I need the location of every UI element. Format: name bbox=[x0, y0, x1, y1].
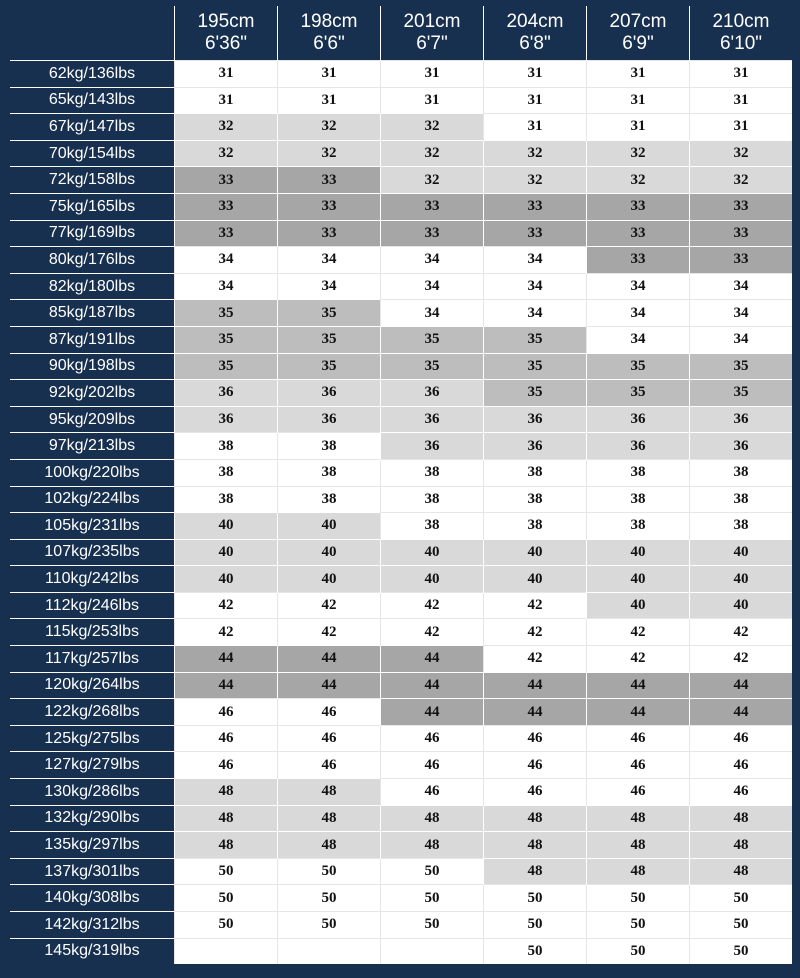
column-header-height bbox=[587, 6, 690, 61]
table-row bbox=[10, 513, 792, 540]
weight-label: 130kg/286lbs bbox=[10, 779, 175, 806]
corner-cell bbox=[10, 6, 175, 61]
header-row bbox=[10, 6, 792, 61]
size-cell: 38 bbox=[587, 486, 690, 513]
table-row bbox=[10, 725, 792, 752]
size-cell: 46 bbox=[690, 752, 793, 779]
size-cell: 42 bbox=[484, 619, 587, 646]
size-cell: 50 bbox=[690, 912, 793, 939]
column-header-height bbox=[278, 6, 381, 61]
height-ft-label: 6'10" bbox=[719, 33, 763, 54]
size-cell: 42 bbox=[175, 592, 278, 619]
size-cell: 42 bbox=[278, 592, 381, 619]
size-cell: 48 bbox=[175, 779, 278, 806]
size-cell: 32 bbox=[587, 140, 690, 167]
size-cell: 35 bbox=[175, 326, 278, 353]
size-cell: 40 bbox=[484, 566, 587, 593]
size-cell: 50 bbox=[278, 912, 381, 939]
size-cell: 32 bbox=[381, 114, 484, 141]
size-cell: 34 bbox=[484, 300, 587, 327]
size-cell: 50 bbox=[587, 885, 690, 912]
table-body bbox=[10, 61, 792, 965]
height-cm-label: 207cm bbox=[609, 11, 667, 32]
size-cell: 44 bbox=[278, 672, 381, 699]
size-cell: 31 bbox=[587, 87, 690, 114]
size-cell: 38 bbox=[690, 459, 793, 486]
table-row bbox=[10, 619, 792, 646]
size-cell: 48 bbox=[381, 805, 484, 832]
size-cell: 32 bbox=[690, 140, 793, 167]
table-row bbox=[10, 699, 792, 726]
size-cell: 38 bbox=[484, 459, 587, 486]
size-cell: 31 bbox=[587, 114, 690, 141]
size-cell: 48 bbox=[484, 858, 587, 885]
size-cell: 38 bbox=[175, 433, 278, 460]
weight-label: 85kg/187lbs bbox=[10, 300, 175, 327]
size-cell: 50 bbox=[484, 938, 587, 964]
size-cell: 42 bbox=[690, 619, 793, 646]
weight-label: 132kg/290lbs bbox=[10, 805, 175, 832]
size-cell: 32 bbox=[587, 167, 690, 194]
size-cell: 40 bbox=[175, 566, 278, 593]
size-cell: 32 bbox=[381, 167, 484, 194]
table-row bbox=[10, 486, 792, 513]
size-cell: 50 bbox=[175, 912, 278, 939]
size-cell: 40 bbox=[587, 539, 690, 566]
size-cell: 31 bbox=[175, 87, 278, 114]
weight-label: 112kg/246lbs bbox=[10, 592, 175, 619]
size-cell: 42 bbox=[587, 646, 690, 673]
size-cell: 34 bbox=[278, 247, 381, 274]
size-cell: 40 bbox=[690, 566, 793, 593]
size-cell: 40 bbox=[381, 539, 484, 566]
weight-label: 82kg/180lbs bbox=[10, 273, 175, 300]
size-cell: 34 bbox=[587, 273, 690, 300]
size-cell: 33 bbox=[175, 220, 278, 247]
size-cell: 44 bbox=[587, 699, 690, 726]
size-cell: 42 bbox=[587, 619, 690, 646]
size-cell: 46 bbox=[175, 752, 278, 779]
size-cell: 34 bbox=[690, 273, 793, 300]
size-cell: 48 bbox=[175, 832, 278, 859]
size-cell: 34 bbox=[587, 300, 690, 327]
weight-label: 72kg/158lbs bbox=[10, 167, 175, 194]
size-cell: 35 bbox=[587, 380, 690, 407]
weight-label: 77kg/169lbs bbox=[10, 220, 175, 247]
size-cell: 31 bbox=[278, 61, 381, 88]
size-cell: 40 bbox=[381, 566, 484, 593]
size-cell: 48 bbox=[278, 779, 381, 806]
size-cell: 46 bbox=[278, 725, 381, 752]
weight-label: 67kg/147lbs bbox=[10, 114, 175, 141]
size-cell: 40 bbox=[587, 592, 690, 619]
size-cell: 42 bbox=[381, 619, 484, 646]
size-cell: 34 bbox=[381, 300, 484, 327]
column-header-height bbox=[690, 6, 793, 61]
weight-label: 62kg/136lbs bbox=[10, 61, 175, 88]
size-cell: 50 bbox=[381, 885, 484, 912]
size-cell: 31 bbox=[690, 87, 793, 114]
size-cell: 34 bbox=[690, 300, 793, 327]
table-row bbox=[10, 87, 792, 114]
size-cell: 48 bbox=[484, 805, 587, 832]
size-cell: 42 bbox=[381, 592, 484, 619]
size-cell: 44 bbox=[381, 672, 484, 699]
table-row bbox=[10, 167, 792, 194]
size-cell: 38 bbox=[587, 513, 690, 540]
table-row bbox=[10, 592, 792, 619]
column-header-height bbox=[381, 6, 484, 61]
table-row bbox=[10, 566, 792, 593]
column-header-height bbox=[175, 6, 278, 61]
size-cell: 38 bbox=[484, 486, 587, 513]
size-cell: 33 bbox=[278, 167, 381, 194]
size-cell: 38 bbox=[278, 459, 381, 486]
table-row bbox=[10, 114, 792, 141]
size-cell: 33 bbox=[587, 220, 690, 247]
size-cell: 36 bbox=[278, 380, 381, 407]
size-cell: 34 bbox=[587, 326, 690, 353]
size-cell: 36 bbox=[381, 433, 484, 460]
size-cell: 35 bbox=[484, 326, 587, 353]
size-cell: 40 bbox=[278, 513, 381, 540]
size-cell: 31 bbox=[278, 87, 381, 114]
size-cell: 46 bbox=[278, 752, 381, 779]
size-cell: 48 bbox=[278, 832, 381, 859]
size-cell: 36 bbox=[175, 380, 278, 407]
weight-label: 127kg/279lbs bbox=[10, 752, 175, 779]
size-cell: 48 bbox=[690, 805, 793, 832]
size-cell: 42 bbox=[175, 619, 278, 646]
size-cell: 50 bbox=[381, 912, 484, 939]
size-cell: 40 bbox=[175, 513, 278, 540]
size-cell: 31 bbox=[484, 87, 587, 114]
weight-label: 110kg/242lbs bbox=[10, 566, 175, 593]
size-cell: 40 bbox=[278, 539, 381, 566]
weight-label: 117kg/257lbs bbox=[10, 646, 175, 673]
size-cell: 31 bbox=[381, 61, 484, 88]
table-row bbox=[10, 406, 792, 433]
weight-label: 135kg/297lbs bbox=[10, 832, 175, 859]
size-cell: 35 bbox=[587, 353, 690, 380]
size-cell: 48 bbox=[381, 832, 484, 859]
size-cell: 48 bbox=[587, 858, 690, 885]
size-cell: 32 bbox=[484, 167, 587, 194]
weight-label: 100kg/220lbs bbox=[10, 459, 175, 486]
size-cell: 32 bbox=[175, 114, 278, 141]
weight-label: 125kg/275lbs bbox=[10, 725, 175, 752]
size-cell: 33 bbox=[484, 193, 587, 220]
size-cell: 34 bbox=[175, 247, 278, 274]
size-cell: 40 bbox=[587, 566, 690, 593]
size-cell: 50 bbox=[484, 885, 587, 912]
size-cell: 34 bbox=[381, 273, 484, 300]
size-cell: 46 bbox=[690, 725, 793, 752]
size-cell: 44 bbox=[381, 646, 484, 673]
table-row bbox=[10, 885, 792, 912]
weight-label: 87kg/191lbs bbox=[10, 326, 175, 353]
size-cell: 36 bbox=[175, 406, 278, 433]
size-table bbox=[10, 6, 792, 964]
size-cell: 34 bbox=[484, 247, 587, 274]
size-cell: 50 bbox=[484, 912, 587, 939]
table-row bbox=[10, 858, 792, 885]
size-cell: 46 bbox=[175, 725, 278, 752]
table-row bbox=[10, 459, 792, 486]
column-header-height bbox=[484, 6, 587, 61]
size-cell: 50 bbox=[175, 885, 278, 912]
height-ft-label: 6'6" bbox=[313, 33, 345, 54]
size-cell: 36 bbox=[381, 380, 484, 407]
height-ft-label: 6'9" bbox=[622, 33, 654, 54]
size-cell: 31 bbox=[690, 114, 793, 141]
size-cell: 46 bbox=[381, 725, 484, 752]
table-row bbox=[10, 300, 792, 327]
height-cm-label: 201cm bbox=[403, 11, 461, 32]
table-row bbox=[10, 193, 792, 220]
weight-label: 122kg/268lbs bbox=[10, 699, 175, 726]
table-row bbox=[10, 61, 792, 88]
table-row bbox=[10, 672, 792, 699]
table-row bbox=[10, 832, 792, 859]
size-cell: 44 bbox=[484, 672, 587, 699]
size-cell: 44 bbox=[484, 699, 587, 726]
size-cell: 33 bbox=[381, 193, 484, 220]
weight-label: 95kg/209lbs bbox=[10, 406, 175, 433]
size-cell: 38 bbox=[278, 486, 381, 513]
size-cell: 32 bbox=[175, 140, 278, 167]
table-row bbox=[10, 752, 792, 779]
size-cell: 36 bbox=[484, 433, 587, 460]
size-cell: 32 bbox=[381, 140, 484, 167]
size-cell: 48 bbox=[690, 832, 793, 859]
weight-label: 75kg/165lbs bbox=[10, 193, 175, 220]
size-cell: 48 bbox=[484, 832, 587, 859]
size-cell: 46 bbox=[381, 779, 484, 806]
size-cell: 38 bbox=[175, 459, 278, 486]
size-cell bbox=[381, 938, 484, 964]
size-cell: 34 bbox=[381, 247, 484, 274]
weight-label: 102kg/224lbs bbox=[10, 486, 175, 513]
weight-label: 90kg/198lbs bbox=[10, 353, 175, 380]
weight-label: 137kg/301lbs bbox=[10, 858, 175, 885]
height-cm-label: 204cm bbox=[506, 11, 564, 32]
size-cell: 31 bbox=[484, 61, 587, 88]
size-cell: 46 bbox=[587, 779, 690, 806]
size-cell: 31 bbox=[587, 61, 690, 88]
size-cell: 35 bbox=[690, 353, 793, 380]
size-cell: 35 bbox=[175, 353, 278, 380]
weight-label: 142kg/312lbs bbox=[10, 912, 175, 939]
size-cell: 35 bbox=[278, 353, 381, 380]
size-cell: 38 bbox=[278, 433, 381, 460]
size-cell: 36 bbox=[587, 433, 690, 460]
size-cell: 33 bbox=[690, 193, 793, 220]
size-cell: 35 bbox=[278, 300, 381, 327]
weight-label: 97kg/213lbs bbox=[10, 433, 175, 460]
height-ft-label: 6'36" bbox=[204, 33, 248, 54]
size-cell: 35 bbox=[381, 326, 484, 353]
size-cell: 46 bbox=[587, 752, 690, 779]
size-cell: 44 bbox=[381, 699, 484, 726]
table-row bbox=[10, 353, 792, 380]
size-cell: 35 bbox=[175, 300, 278, 327]
size-cell: 46 bbox=[484, 752, 587, 779]
size-cell: 50 bbox=[690, 938, 793, 964]
size-cell: 35 bbox=[278, 326, 381, 353]
size-cell: 33 bbox=[175, 167, 278, 194]
weight-label: 115kg/253lbs bbox=[10, 619, 175, 646]
size-cell: 48 bbox=[278, 805, 381, 832]
size-cell: 42 bbox=[278, 619, 381, 646]
size-cell: 38 bbox=[484, 513, 587, 540]
size-cell: 44 bbox=[175, 646, 278, 673]
size-cell: 32 bbox=[278, 140, 381, 167]
table-row bbox=[10, 380, 792, 407]
size-cell: 46 bbox=[381, 752, 484, 779]
size-cell: 34 bbox=[484, 273, 587, 300]
size-cell: 50 bbox=[587, 912, 690, 939]
height-ft-label: 6'7" bbox=[416, 33, 448, 54]
size-cell: 38 bbox=[175, 486, 278, 513]
size-cell: 36 bbox=[484, 406, 587, 433]
height-cm-label: 195cm bbox=[197, 11, 255, 32]
size-cell: 35 bbox=[690, 380, 793, 407]
size-cell: 42 bbox=[484, 646, 587, 673]
size-cell: 48 bbox=[587, 805, 690, 832]
size-cell: 38 bbox=[381, 486, 484, 513]
size-cell: 31 bbox=[690, 61, 793, 88]
size-cell: 36 bbox=[690, 406, 793, 433]
table-row bbox=[10, 912, 792, 939]
size-cell: 33 bbox=[278, 193, 381, 220]
size-cell: 40 bbox=[484, 539, 587, 566]
size-cell: 31 bbox=[175, 61, 278, 88]
size-cell: 40 bbox=[690, 592, 793, 619]
size-cell: 48 bbox=[587, 832, 690, 859]
size-cell: 38 bbox=[587, 459, 690, 486]
table-row bbox=[10, 220, 792, 247]
size-cell: 50 bbox=[587, 938, 690, 964]
size-cell: 38 bbox=[381, 513, 484, 540]
size-cell: 33 bbox=[587, 193, 690, 220]
size-cell: 40 bbox=[278, 566, 381, 593]
size-cell: 32 bbox=[690, 167, 793, 194]
size-cell: 44 bbox=[175, 672, 278, 699]
weight-label: 105kg/231lbs bbox=[10, 513, 175, 540]
size-cell: 36 bbox=[278, 406, 381, 433]
weight-label: 80kg/176lbs bbox=[10, 247, 175, 274]
height-ft-label: 6'8" bbox=[519, 33, 551, 54]
size-cell: 38 bbox=[690, 486, 793, 513]
size-cell: 34 bbox=[175, 273, 278, 300]
size-cell: 32 bbox=[484, 140, 587, 167]
size-cell: 46 bbox=[690, 779, 793, 806]
size-cell: 31 bbox=[381, 87, 484, 114]
size-cell: 38 bbox=[690, 513, 793, 540]
weight-label: 107kg/235lbs bbox=[10, 539, 175, 566]
height-cm-label: 210cm bbox=[712, 11, 770, 32]
size-cell: 33 bbox=[381, 220, 484, 247]
weight-label: 70kg/154lbs bbox=[10, 140, 175, 167]
size-cell: 44 bbox=[587, 672, 690, 699]
size-cell: 50 bbox=[690, 885, 793, 912]
size-cell: 36 bbox=[381, 406, 484, 433]
size-cell bbox=[175, 938, 278, 964]
table-row bbox=[10, 140, 792, 167]
size-cell: 46 bbox=[484, 725, 587, 752]
weight-label: 140kg/308lbs bbox=[10, 885, 175, 912]
table-row bbox=[10, 646, 792, 673]
size-cell: 50 bbox=[381, 858, 484, 885]
size-cell: 35 bbox=[484, 380, 587, 407]
size-cell: 40 bbox=[690, 539, 793, 566]
size-cell: 50 bbox=[278, 858, 381, 885]
table-row bbox=[10, 247, 792, 274]
table-row bbox=[10, 805, 792, 832]
size-cell: 40 bbox=[175, 539, 278, 566]
size-cell: 46 bbox=[175, 699, 278, 726]
size-cell: 35 bbox=[381, 353, 484, 380]
size-cell: 38 bbox=[381, 459, 484, 486]
table-row bbox=[10, 779, 792, 806]
weight-label: 145kg/319lbs bbox=[10, 938, 175, 964]
size-cell: 33 bbox=[175, 193, 278, 220]
size-cell bbox=[278, 938, 381, 964]
size-cell: 33 bbox=[690, 247, 793, 274]
size-cell: 44 bbox=[690, 672, 793, 699]
table-row bbox=[10, 326, 792, 353]
size-cell: 35 bbox=[484, 353, 587, 380]
size-cell: 44 bbox=[278, 646, 381, 673]
size-cell: 48 bbox=[175, 805, 278, 832]
size-cell: 36 bbox=[690, 433, 793, 460]
size-cell: 33 bbox=[484, 220, 587, 247]
weight-label: 65kg/143lbs bbox=[10, 87, 175, 114]
table-row bbox=[10, 539, 792, 566]
size-cell: 48 bbox=[690, 858, 793, 885]
size-cell: 44 bbox=[690, 699, 793, 726]
size-cell: 50 bbox=[278, 885, 381, 912]
weight-label: 120kg/264lbs bbox=[10, 672, 175, 699]
size-cell: 36 bbox=[587, 406, 690, 433]
size-cell: 34 bbox=[690, 326, 793, 353]
size-cell: 31 bbox=[484, 114, 587, 141]
size-cell: 46 bbox=[484, 779, 587, 806]
table-row bbox=[10, 938, 792, 964]
size-cell: 46 bbox=[587, 725, 690, 752]
size-cell: 50 bbox=[175, 858, 278, 885]
size-cell: 33 bbox=[587, 247, 690, 274]
table-row bbox=[10, 433, 792, 460]
size-cell: 32 bbox=[278, 114, 381, 141]
size-cell: 42 bbox=[484, 592, 587, 619]
size-cell: 33 bbox=[690, 220, 793, 247]
table-row bbox=[10, 273, 792, 300]
size-cell: 34 bbox=[278, 273, 381, 300]
weight-label: 92kg/202lbs bbox=[10, 380, 175, 407]
size-cell: 42 bbox=[690, 646, 793, 673]
size-cell: 33 bbox=[278, 220, 381, 247]
height-cm-label: 198cm bbox=[300, 11, 358, 32]
size-cell: 46 bbox=[278, 699, 381, 726]
